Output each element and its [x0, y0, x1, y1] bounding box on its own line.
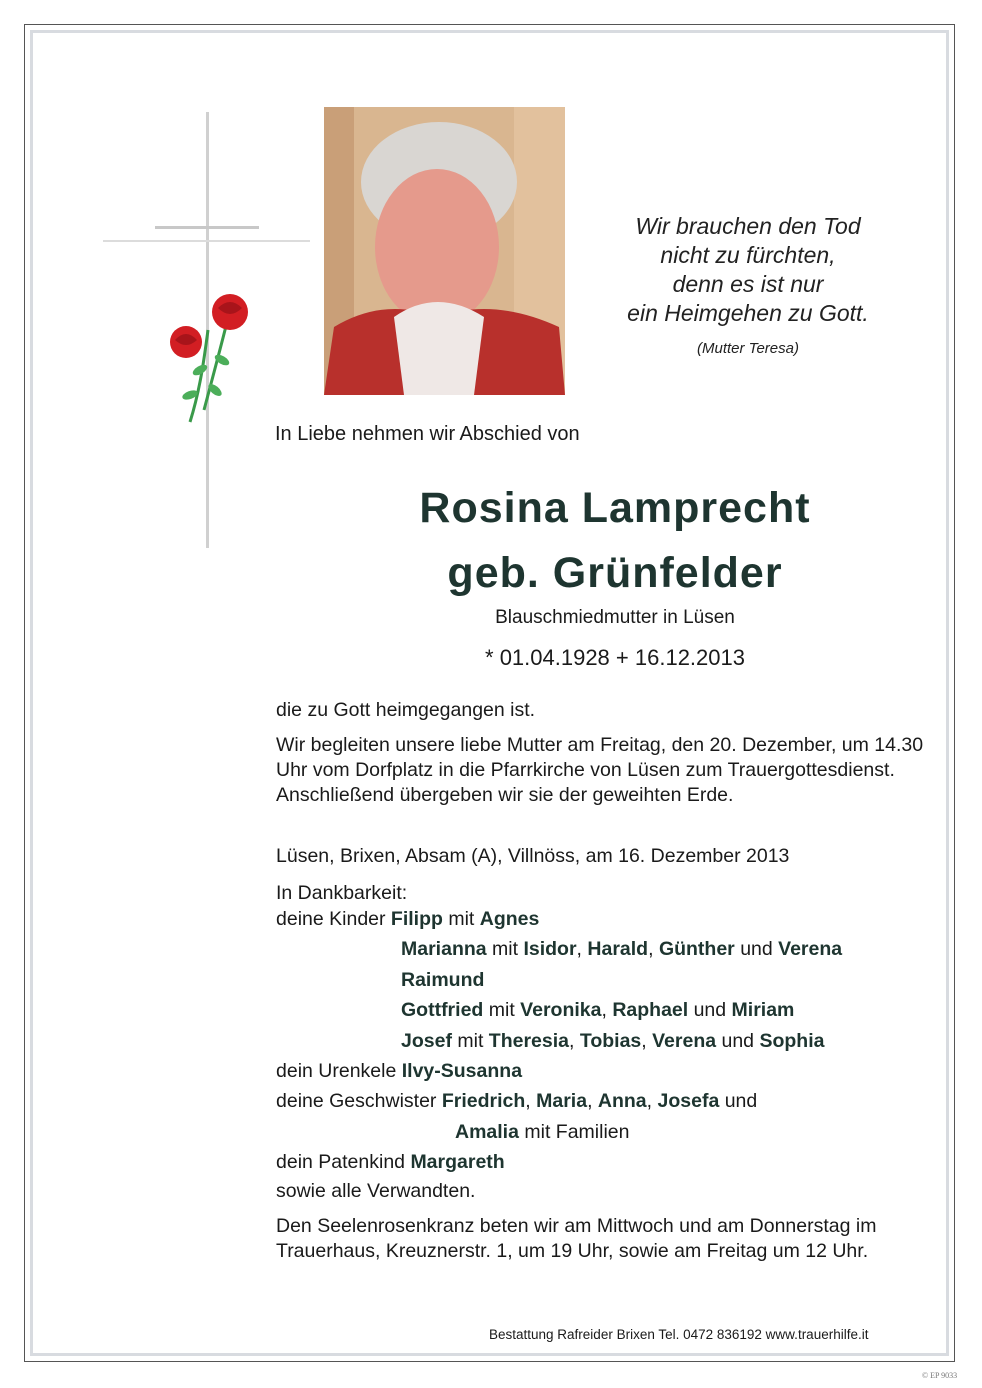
deceased-name: Rosina Lamprecht [419, 484, 811, 532]
family-text: , [525, 1090, 537, 1113]
place-date: Lüsen, Brixen, Absam (A), Villnöss, am 16. Dezember 2013 [276, 845, 790, 867]
funeral-home-footer: Bestattung Rafreider Brixen Tel. 0472 836192 www.trauerhilfe.it [489, 1327, 869, 1342]
family-line [276, 1090, 757, 1113]
life-dates: * 01.04.1928 + 16.12.2013 [485, 645, 745, 670]
family-text: , [641, 1029, 653, 1052]
intro-text: In Liebe nehmen wir Abschied von [275, 423, 580, 445]
family-member-name: Ilvy-Susanna [401, 1060, 523, 1082]
family-line [401, 938, 842, 961]
thanks-heading: In Dankbarkeit: [276, 882, 408, 904]
family-text: , [587, 1090, 598, 1113]
family-line [401, 969, 484, 992]
family-line [276, 1151, 505, 1174]
family-member-name: Amalia [455, 1120, 519, 1143]
family-member-name: Isidor [523, 938, 577, 961]
family-member-name: Miriam [731, 999, 795, 1022]
family-member-name: Filipp [390, 908, 443, 930]
copyright: © EP 9033 [922, 1371, 958, 1380]
family-member-name: Verena [778, 938, 843, 961]
family-member-name: Josefa [657, 1090, 720, 1113]
quote-line: nicht zu fürchten, [660, 242, 836, 268]
family-member-name: Maria [536, 1090, 588, 1113]
cross-bar [155, 226, 259, 229]
family-member-name: Tobias [579, 1029, 642, 1052]
family-member-name: Margareth [410, 1151, 505, 1174]
body-p1: die zu Gott heimgegangen ist. [276, 699, 536, 721]
family-text: dein Urenkele [276, 1060, 402, 1082]
family-text: , [569, 1029, 580, 1052]
family-text: , [648, 938, 659, 961]
family-line [401, 999, 794, 1022]
family-member-name: Agnes [479, 908, 540, 930]
funeral-details: Wir begleiten unsere liebe Mutter am Freitag, den 20. Dezember, um 14.30 Uhr vom Dorfplatz in die Pfarrkirche von Lüsen zum Trauergottesdienst. Anschließend übergeben wir sie der geweihten Erde. [276, 734, 924, 806]
family-text: mit [486, 938, 524, 961]
family-text: und [688, 999, 732, 1022]
family-text: dein Patenkind [276, 1151, 411, 1174]
family-member-name: Friedrich [441, 1090, 526, 1113]
rosary-details: Den Seelenrosenkranz beten wir am Mittwoch und am Donnerstag im Trauerhaus, Kreuznerstr. 1, um 19 Uhr, sowie am Freitag um 12 Uhr. [276, 1215, 877, 1262]
family-member-name: Gottfried [401, 999, 484, 1022]
family-member-name: Günther [658, 938, 735, 961]
family-text: mit Familien [518, 1120, 630, 1143]
quote-attribution: (Mutter Teresa) [697, 340, 799, 357]
family-member-name: Sophia [759, 1029, 825, 1052]
family-text: , [646, 1090, 658, 1113]
quote-line: ein Heimgehen zu Gott. [627, 300, 869, 326]
family-member-name: Anna [597, 1090, 647, 1113]
family-line [276, 908, 539, 931]
family-line [401, 1030, 824, 1053]
family-member-name: Harald [587, 938, 649, 961]
family-text: , [601, 999, 613, 1022]
roses-icon [160, 290, 260, 430]
quote-line: Wir brauchen den Tod [635, 213, 861, 239]
family-text: und [716, 1029, 760, 1052]
family-member-name: Verena [652, 1029, 717, 1052]
family-member-name: Raimund [401, 968, 485, 991]
birth-name: geb. Grünfelder [447, 549, 783, 597]
quote-line: denn es ist nur [672, 271, 824, 297]
family-text: mit [451, 1029, 489, 1052]
family-member-name: Marianna [401, 938, 487, 961]
quote [600, 212, 896, 328]
cross-bar-shadow [103, 240, 310, 242]
family-text: mit [442, 908, 480, 930]
family-text: , [576, 938, 588, 961]
family-member-name: Veronika [520, 999, 602, 1022]
family-member-name: Theresia [488, 1029, 570, 1052]
family-text: deine Geschwister [276, 1090, 442, 1113]
family-text: mit [483, 999, 521, 1022]
deceased-description: Blauschmiedmutter in Lüsen [495, 607, 735, 628]
closing-text: sowie alle Verwandten. [276, 1180, 476, 1202]
family-text: und [734, 938, 779, 961]
family-member-name: Raphael [612, 999, 689, 1022]
portrait-photo [324, 107, 565, 395]
family-member-name: Josef [401, 1029, 452, 1052]
family-text: deine Kinder [276, 908, 391, 930]
family-line [455, 1121, 629, 1144]
family-text: und [719, 1090, 758, 1113]
family-line [276, 1060, 522, 1083]
